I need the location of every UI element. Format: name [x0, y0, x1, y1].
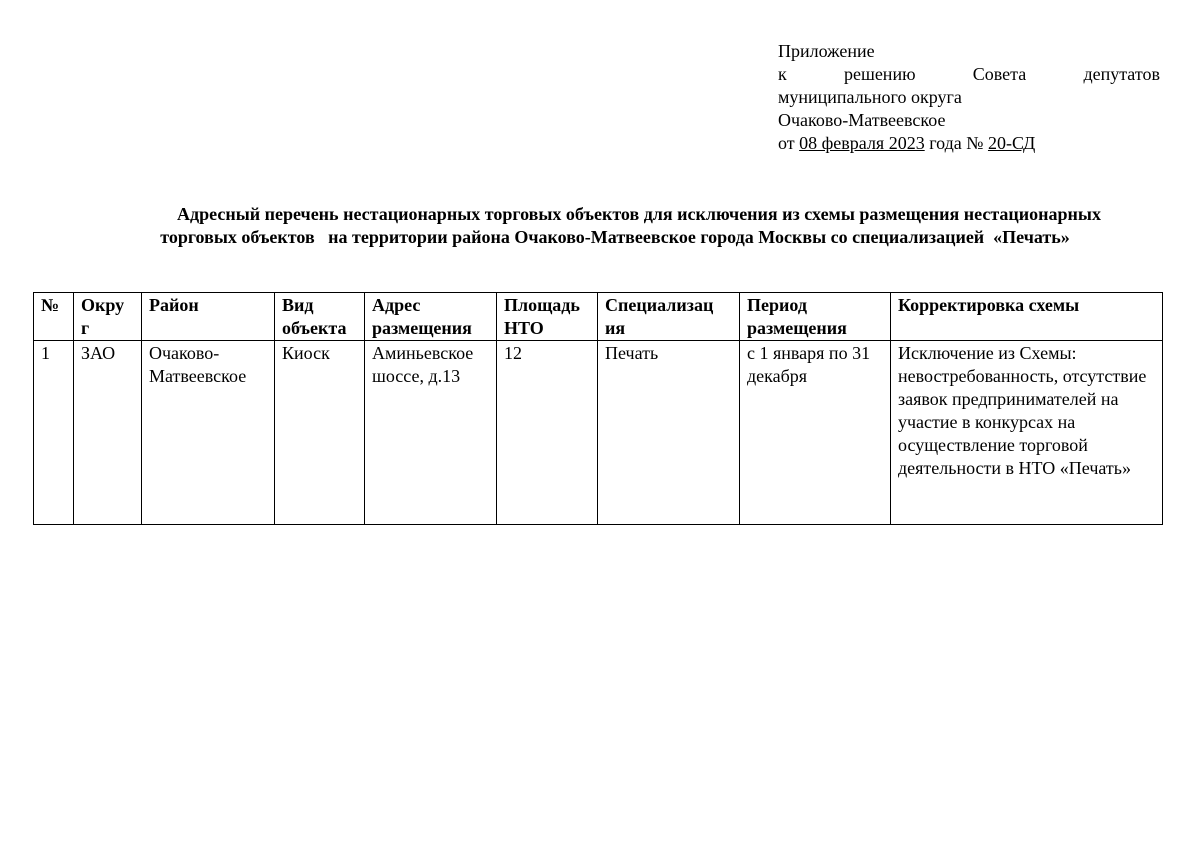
- cell-object-type: Киоск: [275, 341, 365, 525]
- table-header-row: [34, 293, 1163, 341]
- document-title-line-2: торговых объектов на территории района Очаково-Матвеевское города Москвы со специализацией «Печать»: [160, 227, 1070, 247]
- document-title-line-1: Адресный перечень нестационарных торговых объектов для исключения из схемы размещения нестационарных: [177, 204, 1101, 224]
- appendix-word: к: [778, 64, 787, 84]
- appendix-number: 20-СД: [987, 133, 1036, 153]
- cell-period: с 1 января по 31 декабря: [740, 341, 891, 525]
- appendix-word: депутатов: [1083, 64, 1160, 84]
- appendix-line-4: Очаково-Матвеевское: [778, 110, 946, 130]
- appendix-line-5: [778, 132, 1160, 155]
- header-area: Площадь НТО: [497, 293, 598, 341]
- document-title: [60, 203, 1170, 249]
- appendix-block: [778, 40, 1160, 155]
- header-period: Период размещения: [740, 293, 891, 341]
- cell-rayon: Очаково-Матвеевское: [142, 341, 275, 525]
- header-scheme-correction: Корректировка схемы: [891, 293, 1163, 341]
- appendix-date-prefix: от: [778, 133, 795, 153]
- cell-number: 1: [34, 341, 74, 525]
- cell-scheme-correction: Исключение из Схемы: невостребованность, отсутствие заявок предпринимателей на участие в конкурсах на осуществление торговой деятельности в НТО «Печать»: [891, 341, 1163, 525]
- nto-table: [33, 292, 1163, 525]
- cell-okrug: ЗАО: [74, 341, 142, 525]
- header-object-type: Вид объекта: [275, 293, 365, 341]
- appendix-line-1: Приложение: [778, 41, 875, 61]
- header-number: №: [34, 293, 74, 341]
- cell-area: 12: [497, 341, 598, 525]
- header-address: Адрес размещения: [365, 293, 497, 341]
- header-specialization: Специализац ия: [598, 293, 740, 341]
- header-rayon: Район: [142, 293, 275, 341]
- table-row: [34, 341, 1163, 525]
- cell-address: Аминьевское шоссе, д.13: [365, 341, 497, 525]
- appendix-line-3: муниципального округа: [778, 87, 962, 107]
- appendix-date: 08 февраля 2023: [799, 133, 925, 153]
- header-okrug: Окру г: [74, 293, 142, 341]
- appendix-number-prefix: года №: [929, 133, 984, 153]
- appendix-word: решению: [843, 64, 916, 84]
- appendix-word: Совета: [972, 64, 1027, 84]
- appendix-line-2: [778, 63, 1160, 86]
- cell-specialization: Печать: [598, 341, 740, 525]
